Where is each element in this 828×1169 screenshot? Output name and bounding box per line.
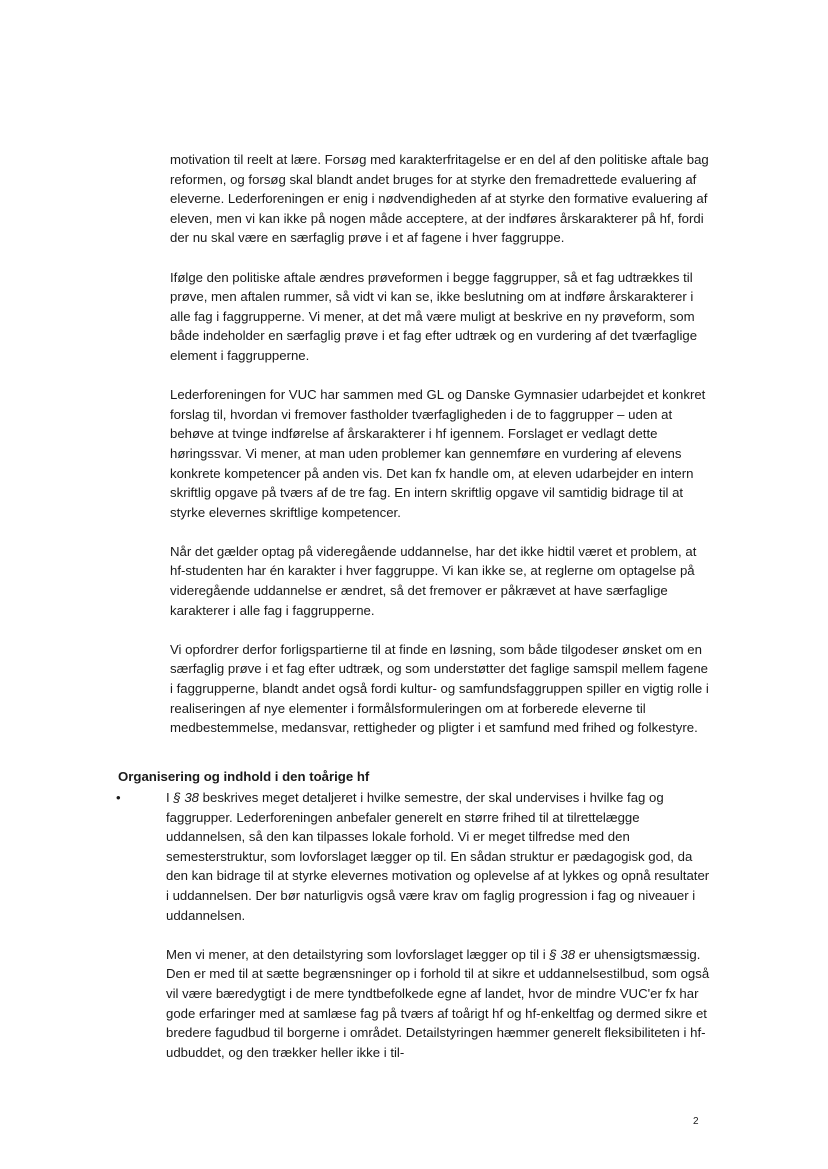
page-number: 2 bbox=[693, 1116, 699, 1127]
bullet-paragraph bbox=[166, 945, 712, 1063]
text-run: I bbox=[166, 790, 174, 805]
law-reference: § 38 bbox=[549, 946, 576, 962]
paragraph: Vi opfordrer derfor forligspartierne til at finde en løsning, som både tilgodeser ønsket om en særfaglig prøve i et fag efter udtræk, og som understøtter det faglige samspil mellem fagene i faggrupperne, blandt andet også fordi kultur- og samfundsfaggruppen spiller en vigtig rolle i realiseringen af nye elementer i formålsformuleringen om at forberede eleverne til medbestemmelse, medansvar, rettigheder og pligter i et samfund med frihed og folkestyre. bbox=[170, 641, 709, 736]
paragraph: Ifølge den politiske aftale ændres prøveformen i begge faggrupper, så et fag udtrækkes til prøve, men aftalen rummer, så vidt vi kan se, ikke beslutning om at indføre årskarakterer i alle fag i faggrupperne. Vi mener, at det må være muligt at beskrive en ny prøveform, som både indeholder en særfaglig prøve i et fag efter udtræk og en vurdering af det tværfaglige element i faggrupperne. bbox=[170, 269, 698, 363]
bullet-item bbox=[166, 788, 712, 1082]
bullet-paragraph bbox=[166, 788, 712, 925]
paragraph: Når det gælder optag på videregående uddannelse, har det ikke hidtil været et problem, at hf-studenten har én karakter i hver faggruppe. Vi kan ikke se, at reglerne om optagelse på videregående uddannelse er ændret, så det fremover er påkrævet at have særfaglige karakterer i alle fag i faggrupperne. bbox=[170, 543, 697, 618]
law-reference: § 38 bbox=[173, 790, 199, 805]
bullet-marker: • bbox=[116, 790, 121, 805]
text-run: beskrives meget detaljeret i hvilke semestre, der skal undervises i hvilke fag og faggrupper. Lederforeningen anbefaler generelt en større frihed til at tilrettelægge uddannelsen, så den kan tilpasses lokale forhold. Vi er meget tilfredse med den semesterstruktur, som lovforslaget lægger op til. En sådan struktur er pædagogisk god, da den kan bidrage til at styrke elevernes motivation og oplevelse af at lykkes og opnå resultater i uddannelsen. Der bør naturligvis også være krav om faglig progression i fag og niveauer i uddannelsen. bbox=[166, 790, 710, 923]
paragraph: Lederforeningen for VUC har sammen med GL og Danske Gymnasier udarbejdet et konkret forslag til, hvordan vi fremover fastholder tværfagligheden i de to faggrupper – uden at behøve at tvinge indførelse af årskarakterer i hf igennem. Forslaget er vedlagt dette høringssvar. Vi mener, at man uden problemer kan gennemføre en vurdering af elevens konkrete kompetencer på anden vis. Det kan fx handle om, at eleven udarbejder en intern skriftlig opgave på tværs af de tre fag. En intern skriftlig opgave vil samtidig bidrage til at styrke elevernes skriftlige kompetencer. bbox=[170, 387, 706, 520]
section-heading: Organisering og indhold i den toårige hf bbox=[118, 769, 370, 784]
text-run: Men vi mener, at den detailstyring som lovforslaget lægger op til i bbox=[166, 946, 550, 962]
paragraph: motivation til reelt at lære. Forsøg med karakterfritagelse er en del af den politiske aftale bag reformen, og forsøg skal blandt andet bruges for at styrke den fremadrettede evaluering af eleverne. Lederforeningen er enig i nødvendigheden af at styrke den formative evaluering af eleven, men vi kan ikke på nogen måde acceptere, at der indføres årskarakterer på hf, fordi der nu skal være en særfaglig prøve i et af fagene i hver faggruppe. bbox=[170, 152, 709, 246]
body-text bbox=[170, 150, 710, 757]
text-run: er uhensigtsmæssig. Den er med til at sætte begrænsninger op i forhold til at sikre et uddannelsestilbud, som også vil være bæredygtigt i de mere tyndtbefolkede egne af landet, hvor de mindre VUC'er fx har gode erfaringer med at samlæse fag på tværs af toårigt hf og hf-enkeltfag og dermed sikre et bredere fagudbud til borgerne i området. Detailstyringen hæmmer generelt fleksibiliteten i hf-udbuddet, og den trækker heller ikke i til- bbox=[166, 946, 710, 1060]
